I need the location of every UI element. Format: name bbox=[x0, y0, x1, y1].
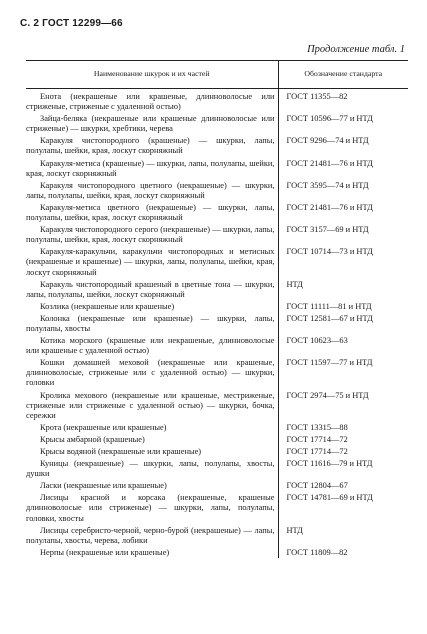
table-row bbox=[26, 491, 408, 523]
table-row bbox=[26, 278, 408, 300]
fur-item-name: Куницы (некрашеные) — шкурки, лапы, полулапы, хвосты, душки bbox=[26, 459, 275, 479]
fur-item-name: Нерпы (некрашеные или крашеные) bbox=[40, 547, 170, 557]
table-row bbox=[26, 300, 408, 312]
table-row bbox=[26, 179, 408, 201]
fur-item-name: Каракуля чистопородного серого (некрашеные) — шкурки, лапы, полулапы, шейки, края, лоскут скорняжный bbox=[26, 225, 275, 245]
table-row bbox=[26, 389, 408, 421]
standard-designation: ГОСТ 3595—74 и НТД bbox=[278, 179, 408, 201]
table-row bbox=[26, 445, 408, 457]
fur-item-name: Лисицы красной и корсака (некрашеные, крашеные длинноволосые или стриженые) — шкурки, лапы, полулапы, головки, хвосты bbox=[26, 493, 275, 523]
standard-designation: ГОСТ 11597—77 и НТД bbox=[278, 356, 408, 388]
fur-item-name: Каракуля чистопородного цветного (некрашеные) — шкурки, лапы, полулапы, шейки, края, лоскут скорняжный bbox=[26, 180, 275, 200]
fur-item-name: Ласки (некрашеные или крашеные) bbox=[40, 481, 167, 491]
fur-item-name: Крысы амбарной (крашеные) bbox=[40, 434, 145, 444]
standard-designation: ГОСТ 11809—82 bbox=[278, 546, 408, 558]
fur-item-name: Енота (некрашеные или крашеные, длинноволосые или стриженые, стриженые с удаленной остью) bbox=[26, 92, 275, 112]
table-row bbox=[26, 112, 408, 134]
fur-item-name: Котика морского (крашеные или некрашеные, длинноволосые или крашеные с удаленной остью) bbox=[26, 336, 275, 356]
fur-item-name: Крота (некрашеные или крашеные) bbox=[40, 422, 167, 432]
standard-designation: ГОСТ 17714—72 bbox=[278, 445, 408, 457]
fur-item-name: Крысы водяной (некрашеные или крашеные) bbox=[40, 447, 202, 456]
fur-item-name: Лисицы серебристо-черной, черно-бурой (некрашеные) — лапы, полулапы, хвосты, черева, лобики bbox=[26, 525, 275, 545]
standard-designation: ГОСТ 2974—75 и НТД bbox=[278, 389, 408, 421]
standard-designation: ГОСТ 11616—79 и НТД bbox=[278, 457, 408, 479]
table-row bbox=[26, 157, 408, 179]
table-row bbox=[26, 433, 408, 445]
standard-designation: ГОСТ 9296—74 и НТД bbox=[278, 134, 408, 156]
table-header-row bbox=[26, 61, 408, 89]
table-row bbox=[26, 356, 408, 388]
table-row bbox=[26, 334, 408, 356]
fur-item-name: Каракуля чистопородного (крашеные) — шкурки, лапы, полулапы, шейки, края, лоскут скорняжный bbox=[26, 136, 275, 156]
table-row bbox=[26, 524, 408, 546]
table-row bbox=[26, 421, 408, 433]
column-header-name: Наименование шкурок и их частей bbox=[26, 61, 278, 89]
table-row bbox=[26, 201, 408, 223]
fur-item-name: Зайца-беляка (некрашеные или крашеные длинноволосые или стриженые) — шкурки, хребтики, черева bbox=[26, 114, 275, 134]
table-row bbox=[26, 312, 408, 334]
standards-table bbox=[26, 60, 408, 558]
fur-item-name: Каракуля-метиса цветного (некрашеные) — шкурки, лапы, полулапы, шейки, края, лоскут скорняжный bbox=[26, 202, 275, 223]
table-row bbox=[26, 457, 408, 479]
table-row bbox=[26, 134, 408, 156]
fur-item-name: Каракуля-метиса (крашеные) — шкурки, лапы, полулапы, шейки, края, лоскут скорняжный bbox=[26, 158, 275, 178]
table-continuation-label: Продолжение табл. 1 bbox=[307, 44, 405, 55]
table-row bbox=[26, 479, 408, 491]
table-row bbox=[26, 546, 408, 558]
standard-designation: ГОСТ 12581—67 и НТД bbox=[278, 312, 408, 334]
standard-designation: ГОСТ 11355—82 bbox=[278, 89, 408, 113]
table-body bbox=[26, 89, 408, 558]
fur-item-name: Кролика мехового (некрашеные или крашеные, местриженые, стриженые или стриженые с удаленной остью) — шкурки, бочка, сережки bbox=[26, 390, 275, 420]
standard-designation: ГОСТ 10714—73 и НТД bbox=[278, 245, 408, 277]
fur-item-name: Кошки домашней меховой (некрашеные или крашеные, длинноволосые, стриженые или с удаленной остью) — шкурки, головки bbox=[26, 358, 275, 388]
standard-designation: ГОСТ 10596—77 и НТД bbox=[278, 112, 408, 134]
standard-designation: НТД bbox=[278, 278, 408, 300]
standard-designation: ГОСТ 17714—72 bbox=[278, 433, 408, 445]
standard-designation: ГОСТ 10623—63 bbox=[278, 334, 408, 356]
table-row bbox=[26, 89, 408, 113]
page-header: С. 2 ГОСТ 12299—66 bbox=[20, 18, 123, 29]
fur-item-name: Каракуль чистопородный крашеный в цветные тона — шкурки, лапы, полулапы, шейки, лоскут скорняжный bbox=[26, 279, 275, 299]
standard-designation: ГОСТ 14781—69 и НТД bbox=[278, 491, 408, 523]
standard-designation: ГОСТ 13315—88 bbox=[278, 421, 408, 433]
column-header-standard: Обозначение стандарта bbox=[278, 61, 408, 89]
fur-item-name: Каракуля-каракульчи, каракульчи чистопородных и метисных (некрашеные и крашеные) — шкурки, лапы, полулапы, шейки, края, лоскут скорняжный bbox=[26, 247, 275, 277]
table-row bbox=[26, 223, 408, 245]
standard-designation: НТД bbox=[278, 524, 408, 546]
standard-designation: ГОСТ 21481—76 и НТД bbox=[278, 157, 408, 179]
standard-designation: ГОСТ 3157—69 и НТД bbox=[278, 223, 408, 245]
standard-designation: ГОСТ 12804—67 bbox=[278, 479, 408, 491]
fur-item-name: Козлика (некрашеные или крашеные) bbox=[40, 301, 175, 311]
table-row bbox=[26, 245, 408, 277]
fur-item-name: Колонка (некрашеные или крашеные) — шкурки, лапы, полулапы, хвосты bbox=[26, 313, 275, 333]
standard-designation: ГОСТ 11111—81 и НТД bbox=[278, 300, 408, 312]
standard-designation: ГОСТ 21481—76 и НТД bbox=[278, 201, 408, 223]
